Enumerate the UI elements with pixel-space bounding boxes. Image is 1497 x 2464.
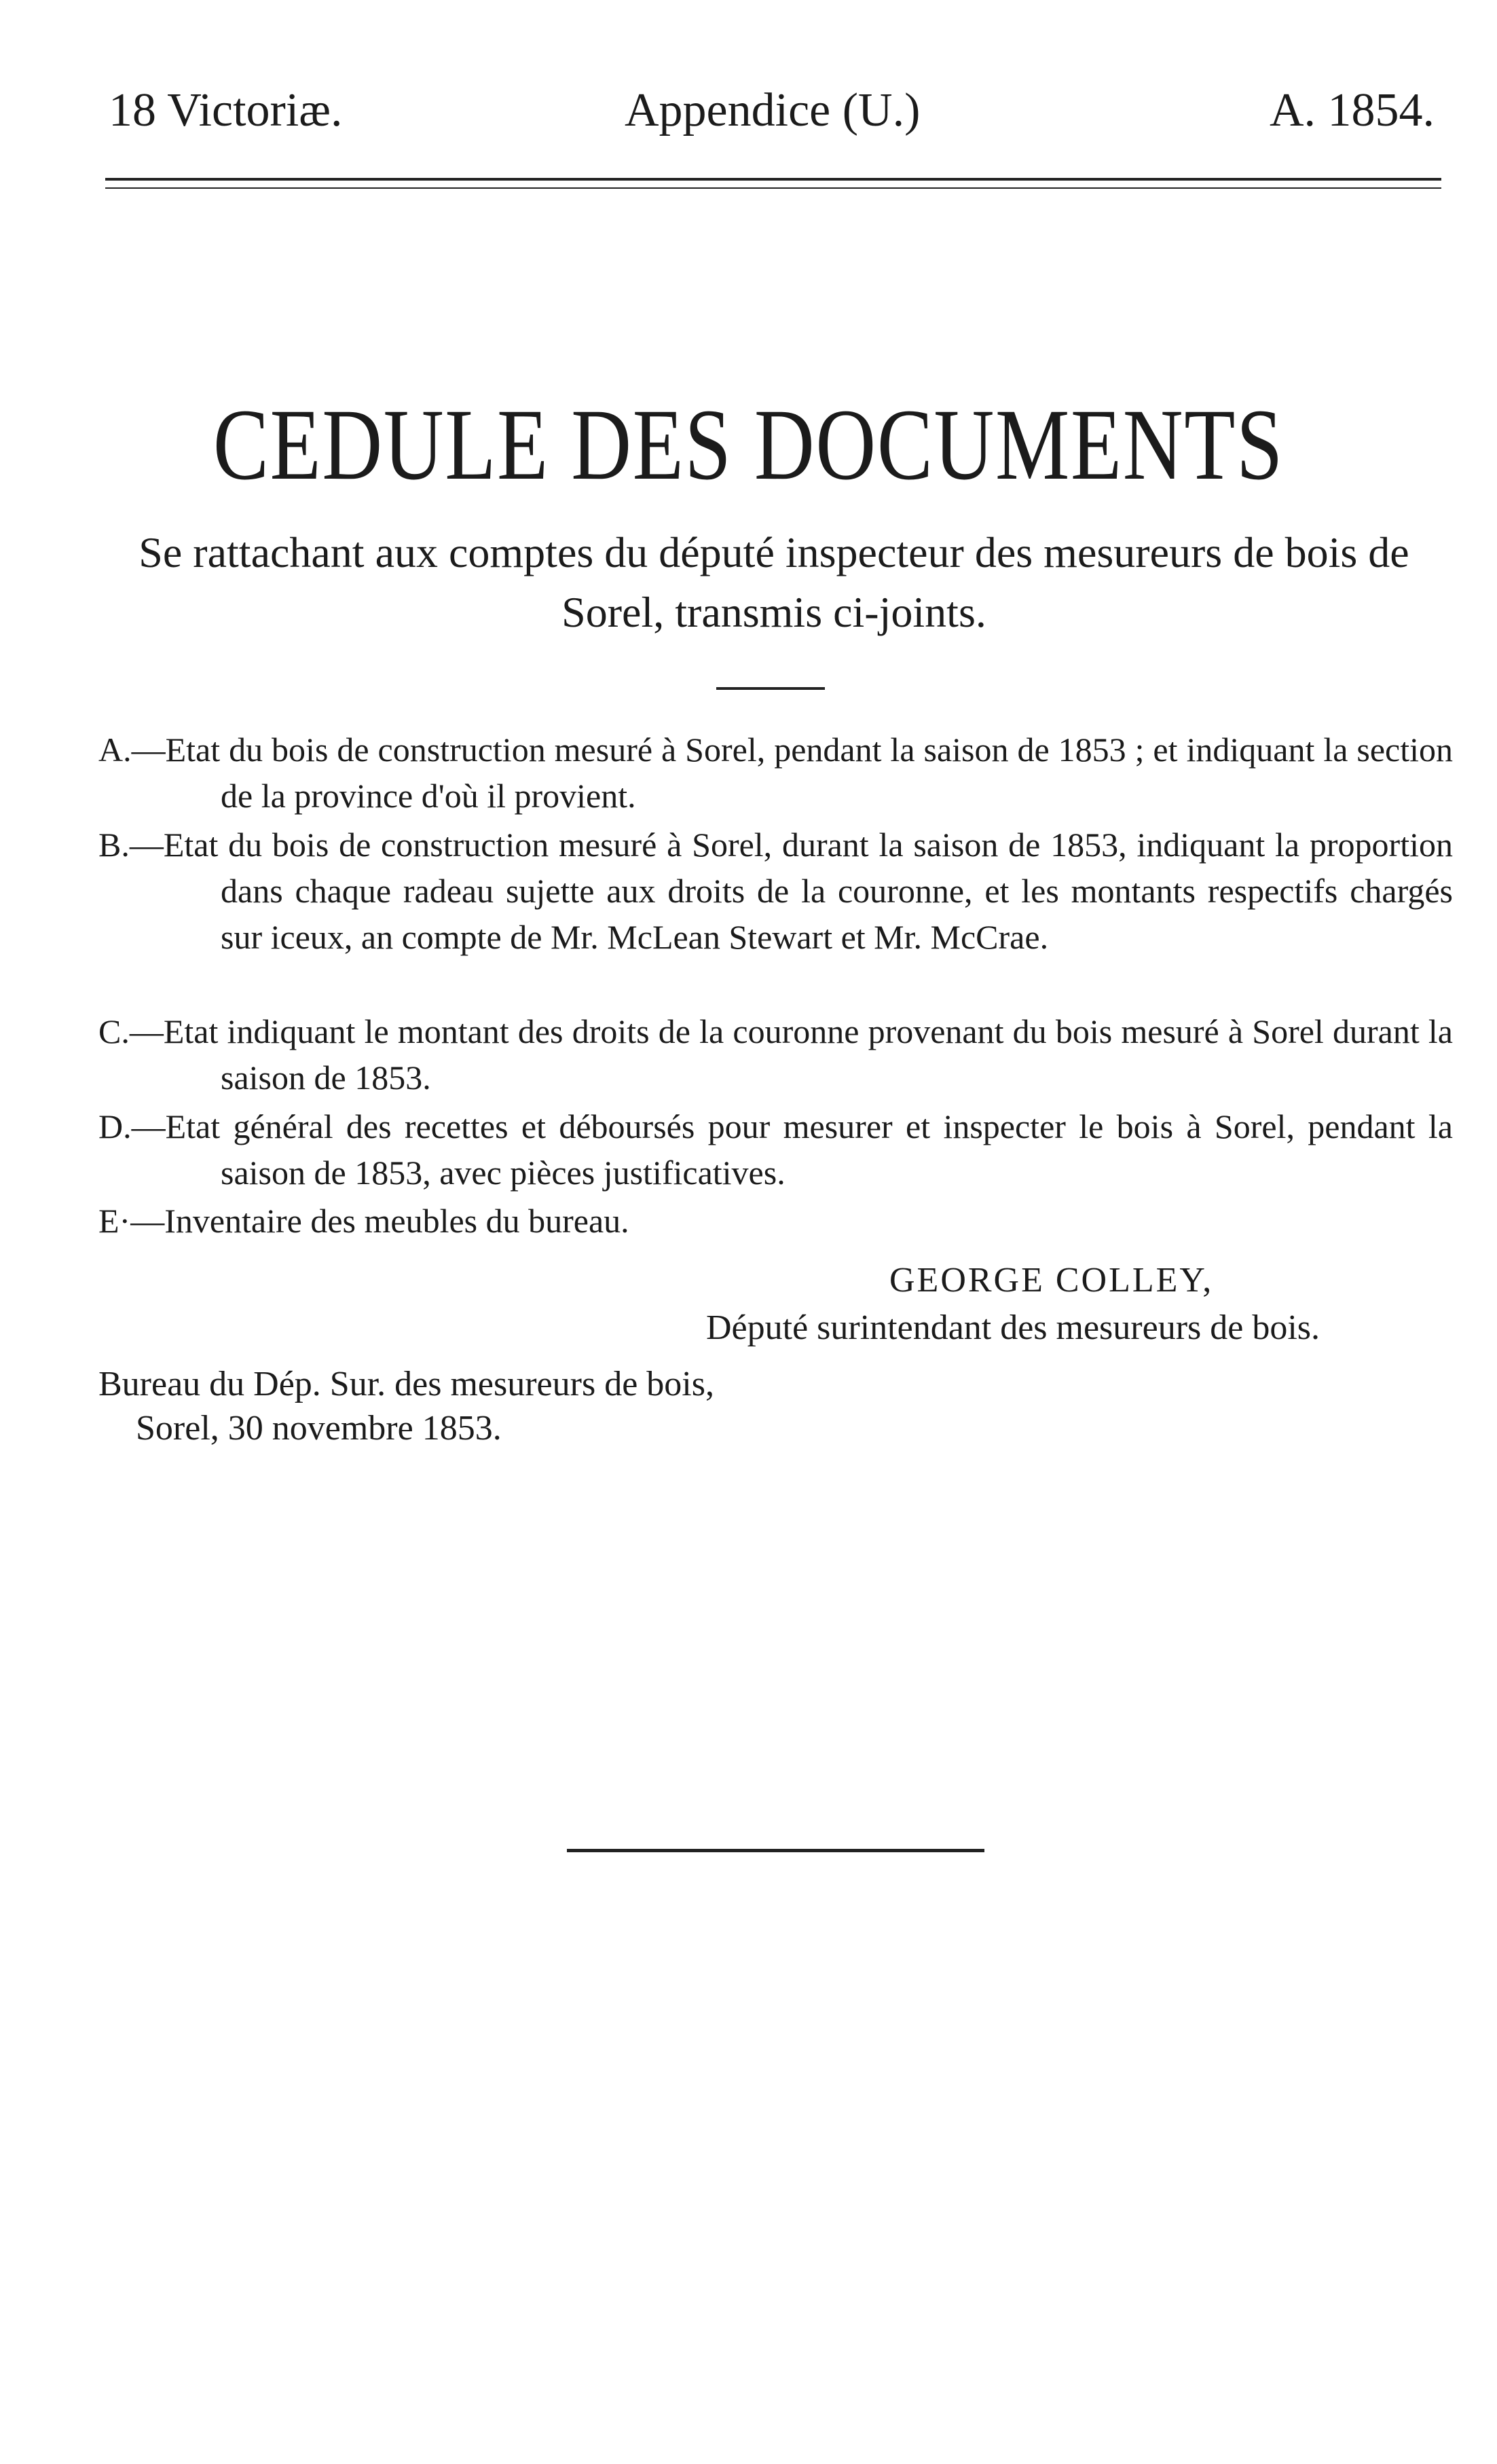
document-item-d: D.—Etat général des recettes et déboursés pour mesurer et inspecter le bois à Sorel, pendant la saison de 1853, avec pièces justificatives. bbox=[98, 1107, 1453, 1192]
running-header-appendix: Appendice (U.) bbox=[625, 84, 921, 136]
signatory-name: GEORGE COLLEY, bbox=[889, 1261, 1214, 1300]
place-line-date: Sorel, 30 novembre 1853. bbox=[136, 1409, 502, 1448]
document-item-e: E·—Inventaire des meubles du bureau. bbox=[98, 1202, 629, 1240]
running-header-year: A. 1854. bbox=[1270, 84, 1435, 136]
page-subtitle: Se rattachant aux comptes du député inspecteur des mesureurs de bois de Sorel, transmis ci-joints. bbox=[138, 528, 1409, 636]
signatory-title: Député surintendant des mesureurs de bois. bbox=[706, 1308, 1320, 1347]
document-item-b: B.—Etat du bois de construction mesuré à Sorel, durant la saison de 1853, indiquant la proportion dans chaque radeau sujette aux droits de la couronne, et les montants respectifs chargés sur iceux, an compte de Mr. McLean Stewart et Mr. McCrae. bbox=[98, 826, 1453, 956]
page-title: CEDULE DES DOCUMENTS bbox=[212, 388, 1285, 501]
document-item-a: A.—Etat du bois de construction mesuré à Sorel, pendant la saison de 1853 ; et indiquant la section de la province d'où il provient. bbox=[98, 731, 1453, 815]
closing-rule bbox=[567, 1849, 984, 1852]
place-line-office: Bureau du Dép. Sur. des mesureurs de bois, bbox=[98, 1365, 714, 1403]
header-double-rule bbox=[105, 178, 1441, 189]
section-divider bbox=[716, 687, 825, 690]
document-item-c: C.—Etat indiquant le montant des droits de la couronne provenant du bois mesuré à Sorel durant la saison de 1853. bbox=[98, 1012, 1453, 1097]
running-header-session: 18 Victoriæ. bbox=[109, 84, 343, 136]
